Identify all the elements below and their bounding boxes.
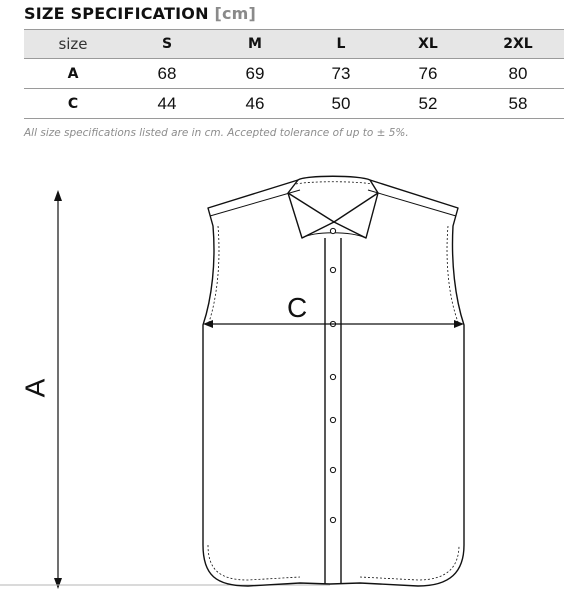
length-dimension-line [54, 190, 62, 589]
table-cell: 44 [122, 89, 212, 119]
table-cell: 69 [212, 59, 298, 89]
table-cell: 58 [472, 89, 564, 119]
title-unit: [cm] [214, 4, 257, 23]
length-label: A [19, 378, 51, 398]
corner-label: size [24, 30, 122, 59]
table-cell: 68 [122, 59, 212, 89]
table-cell: 76 [384, 59, 472, 89]
table-cell: 52 [384, 89, 472, 119]
title-text: SIZE SPECIFICATION [24, 4, 209, 23]
row-label: A [24, 59, 122, 89]
size-header: 2XL [472, 30, 564, 59]
table-cell: 80 [472, 59, 564, 89]
table-cell: 73 [298, 59, 384, 89]
size-header: XL [384, 30, 472, 59]
table-cell: 50 [298, 89, 384, 119]
size-header: S [122, 30, 212, 59]
tolerance-note: All size specifications listed are in cm. Accepted tolerance of up to ± 5%. [24, 127, 409, 139]
chest-label: C [287, 292, 308, 323]
row-label: C [24, 89, 122, 119]
size-header: L [298, 30, 384, 59]
size-header: M [212, 30, 298, 59]
sleeveless-shirt [203, 176, 464, 586]
table-cell: 46 [212, 89, 298, 119]
shirt-buttons [330, 228, 335, 522]
